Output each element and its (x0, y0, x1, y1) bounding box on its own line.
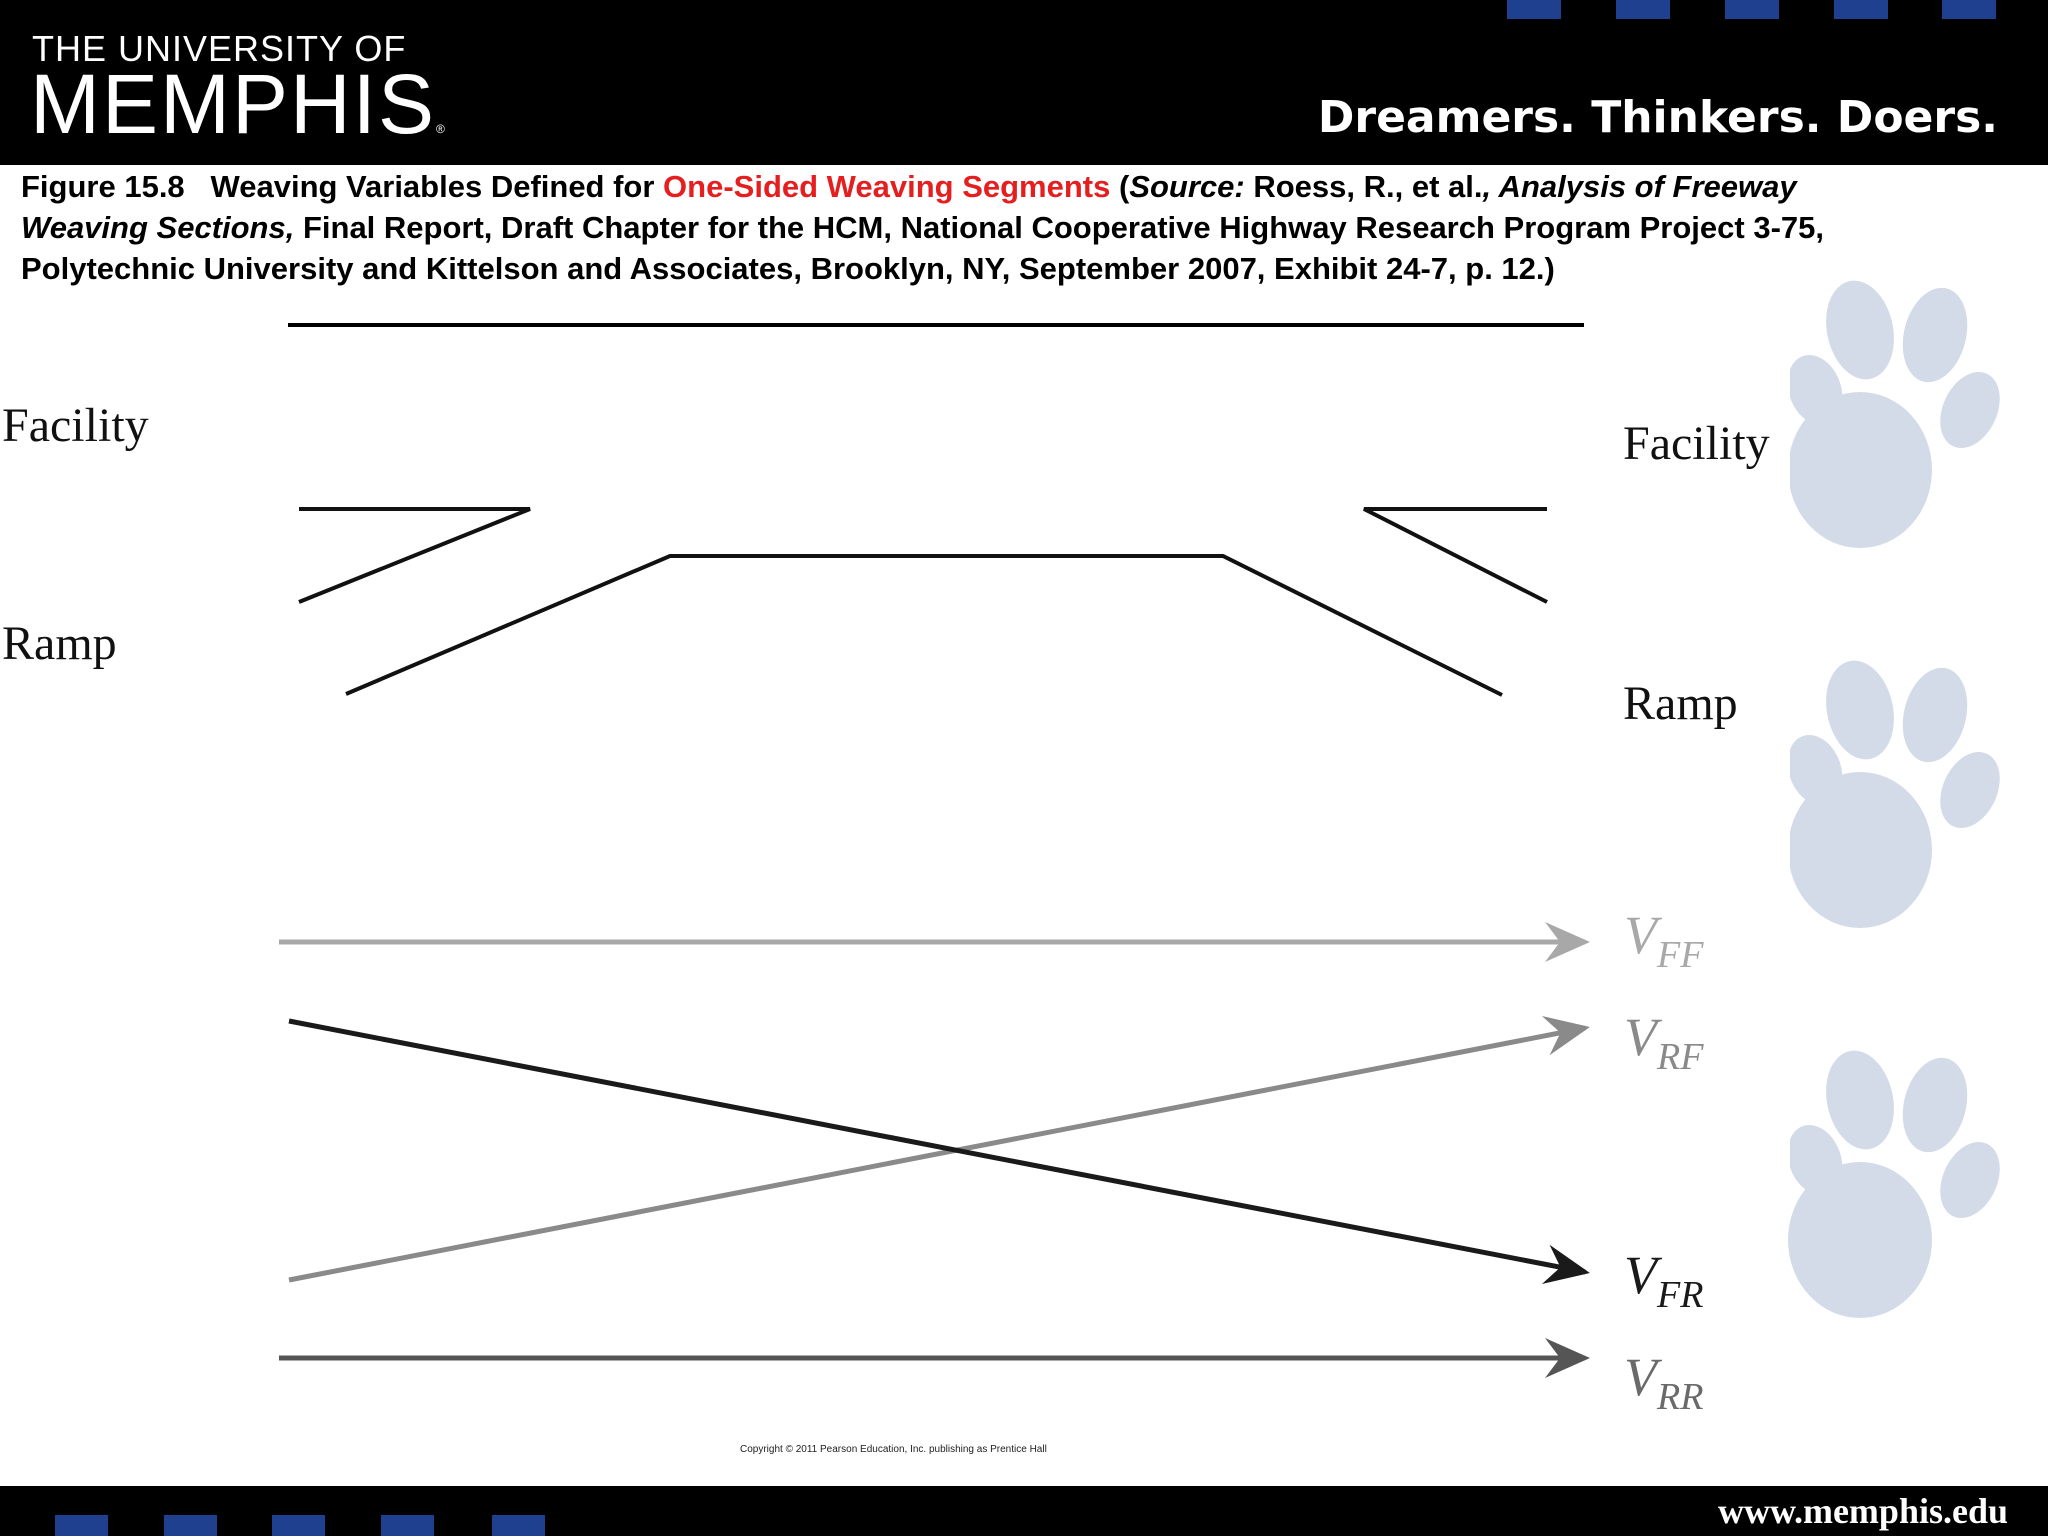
footer-accent-square (492, 1515, 545, 1536)
website-link[interactable]: www.memphis.edu (1717, 1491, 2008, 1531)
flow-label-rf: $V_{RF}$ (1624, 1007, 1704, 1078)
flow-arrow-rf (289, 1028, 1585, 1280)
caption-paren: ( (1110, 169, 1130, 204)
university-logo-top: THE UNIVERSITY OF (32, 28, 407, 69)
weaving-lane-edge (346, 556, 1502, 695)
footer-accent-square (381, 1515, 434, 1536)
caption-authors: Roess, R., et al. (1244, 169, 1483, 204)
paw-print-icon (1778, 654, 2011, 928)
left-ramp-label: Ramp (2, 617, 117, 670)
flow-arrow-fr (289, 1021, 1585, 1272)
tagline: Dreamers. Thinkers. Doers. (1317, 92, 1998, 143)
flow-label-rr: $V_{RR}$ (1624, 1347, 1704, 1418)
copyright-notice: Copyright © 2011 Pearson Education, Inc. publishing as Prentice Hall (740, 1444, 1047, 1455)
right-ramp-label: Ramp (1623, 677, 1738, 730)
flow-label-fr: $V_{FR}$ (1624, 1245, 1704, 1316)
flow-label-ff: $V_{FF}$ (1624, 905, 1704, 976)
figure-number: Figure 15.8 (21, 169, 185, 204)
left-merge-gore (299, 509, 530, 602)
caption-rest: Final Report, Draft Chapter for the HCM, National Cooperative Highway Research Program Project 3-75, Polytechnic University and Kittelson and Associates, Brooklyn, NY, September 2007, Exhibit 24-7, p. 12.) (21, 210, 1824, 286)
footer-accent-square (272, 1515, 325, 1536)
left-facility-label: Facility (2, 399, 149, 452)
right-facility-label: Facility (1623, 417, 1770, 470)
footer-accent-square (164, 1515, 217, 1536)
registered-mark: ® (436, 122, 445, 136)
source-label: Source: (1129, 169, 1245, 204)
caption-highlight: One-Sided Weaving Segments (663, 169, 1111, 204)
roadway-outline (299, 509, 1547, 695)
caption-publication: , Analysis of Freeway Weaving Sections, (21, 169, 1797, 245)
caption-title: Weaving Variables Defined for (210, 169, 664, 204)
right-diverge-gore (1364, 509, 1547, 602)
paw-print-icon (1778, 274, 2011, 548)
university-logo-name: MEMPHIS® (30, 57, 445, 151)
footer-accent-square (55, 1515, 108, 1536)
paw-print-icon (1778, 1044, 2011, 1318)
